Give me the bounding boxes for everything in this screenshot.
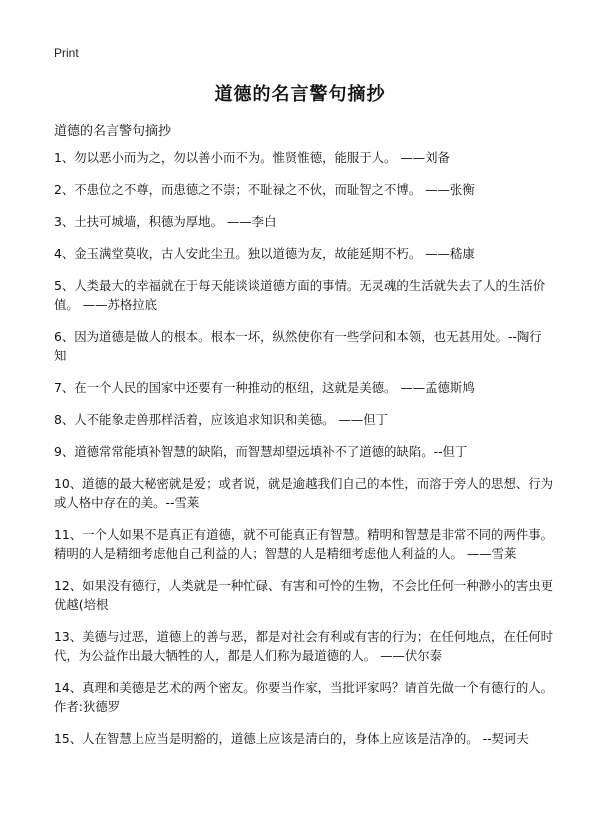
quote-item: 2、不患位之不尊，而患德之不崇；不耻禄之不伙，而耻智之不博。 ——张衡 [54, 182, 475, 197]
quote-item: 3、土扶可城墙，积德为厚地。 ——李白 [54, 214, 277, 229]
quote-item: 13、美德与过恶，道德上的善与恶，都是对社会有利或有害的行为；在任何地点，在任何时代，为公益作出最大牺牲的人，都是人们称为最道德的人。 ——伏尔泰 [54, 629, 554, 663]
document-subtitle: 道德的名言警句摘抄 [54, 124, 172, 139]
quote-list [54, 148, 554, 748]
quote-item: 15、人在智慧上应当是明豁的，道德上应该是清白的，身体上应该是洁净的。 --契诃夫 [54, 731, 529, 746]
quote-item: 4、金玉满堂莫收，古人安此尘丑。独以道德为友，故能延期不朽。 ——嵇康 [54, 246, 475, 261]
quote-item: 6、因为道德是做人的根本。根本一坏，纵然使你有一些学问和本领，也无甚用处。--陶行知 [54, 329, 542, 363]
print-link[interactable]: Print [54, 46, 79, 60]
quote-item: 5、人类最大的幸福就在于每天能谈谈道德方面的事情。无灵魂的生活就失去了人的生活价值。 ——苏格拉底 [54, 278, 546, 312]
quote-item: 7、在一个人民的国家中还要有一种推动的枢纽，这就是美德。 ——孟德斯鸠 [54, 380, 475, 395]
quote-item: 12、如果没有德行，人类就是一种忙碌、有害和可怜的生物，不会比任何一种渺小的害虫更优越(培根 [54, 578, 554, 612]
quote-item: 9、道德常常能填补智慧的缺陷，而智慧却望远填补不了道德的缺陷。--但丁 [54, 444, 468, 459]
quote-item: 1、勿以恶小而为之，勿以善小而不为。惟贤惟德，能服于人。 ——刘备 [54, 150, 450, 165]
page-title: 道德的名言警句摘抄 [214, 84, 386, 105]
quote-item: 11、一个人如果不是真正有道德，就不可能真正有智慧。精明和智慧是非常不同的两件事。精明的人是精细考虑他自己利益的人；智慧的人是精细考虑他人利益的人。 ——雪莱 [54, 527, 554, 561]
quote-item: 14、真理和美德是艺术的两个密友。你要当作家，当批评家吗？请首先做一个有德行的人。 作者:狄德罗 [54, 680, 554, 714]
quote-item: 10、道德的最大秘密就是爱；或者说，就是逾越我们自己的本性，而溶于旁人的思想、行为或人格中存在的美。--雪莱 [54, 476, 554, 510]
quote-item: 8、人不能象走兽那样活着，应该追求知识和美德。 ——但丁 [54, 412, 388, 427]
